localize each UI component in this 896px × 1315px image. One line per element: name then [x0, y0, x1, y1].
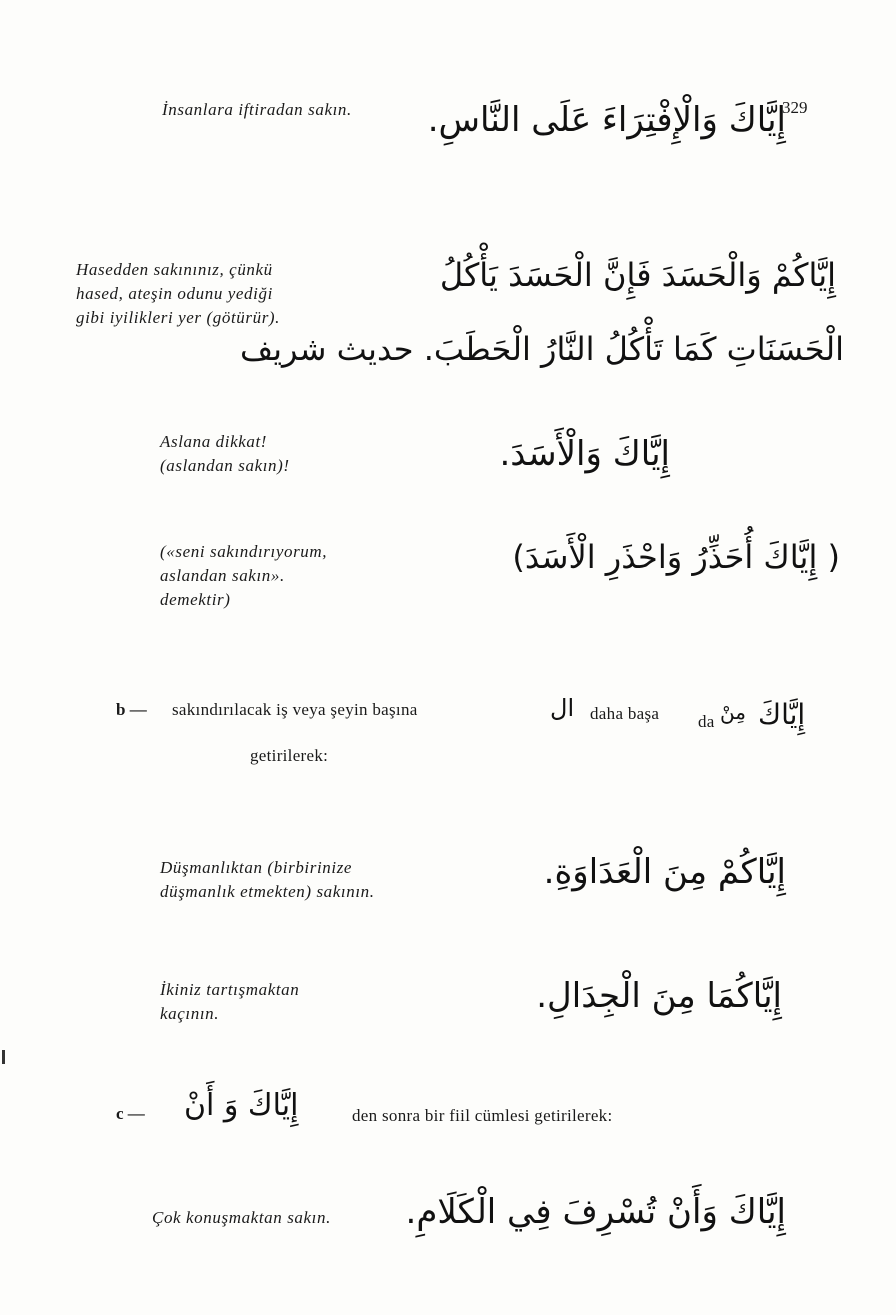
arabic-phrase-2-line-2: الْحَسَنَاتِ كَمَا تَأْكُلُ النَّارُ الْحَطَبَ. حديث شريف [239, 330, 844, 368]
arabic-phrase-4: ( إِيَّاكَ أُحَذِّرُ وَاحْذَرِ الْأَسَدَ) [512, 538, 840, 576]
translation-line: hased, ateşin odunu yediği [76, 284, 273, 303]
arabic-phrase-c1: إِيَّاكَ وَأَنْ تُسْرِفَ فِي الْكَلَامِ. [405, 1192, 786, 1232]
translation-line: («seni sakındırıyorum, [160, 542, 328, 561]
section-b-label: b — [116, 700, 147, 719]
translation-line: Çok konuşmaktan sakın. [152, 1208, 331, 1227]
section-b-iyyaka: إِيَّاكَ [758, 698, 806, 731]
section-b-min: مِنْ [720, 700, 746, 724]
translation-line: gibi iyilikleri yer (götürür). [76, 308, 281, 327]
arabic-phrase-3: إِيَّاكَ وَالْأَسَدَ. [499, 434, 670, 474]
translation-line: kaçının. [160, 1004, 220, 1023]
turkish-translation-1 [162, 98, 352, 122]
arabic-phrase-b2: إِيَّاكُمَا مِنَ الْجِدَالِ. [536, 976, 782, 1016]
translation-line: aslandan sakın». [160, 566, 285, 585]
arabic-phrase-1: إِيَّاكَ وَالْإِفْتِرَاءَ عَلَى النَّاسِ. [427, 100, 786, 140]
section-b-text3: getirilerek: [250, 746, 329, 765]
section-c-arabic: إِيَّاكَ وَ أَنْ [184, 1088, 299, 1123]
turkish-translation-b1 [160, 856, 375, 904]
arabic-phrase-2-line-1: إِيَّاكُمْ وَالْحَسَدَ فَإِنَّ الْحَسَدَ يَأْكُلُ [439, 256, 836, 294]
translation-line: (aslandan sakın)! [160, 456, 290, 475]
translation-line: demektir) [160, 590, 231, 609]
section-c-text: den sonra bir fiil cümlesi getirilerek: [352, 1106, 613, 1125]
section-c-label: c — [116, 1104, 145, 1123]
translation-line: Düşmanlıktan (birbirinize [160, 858, 353, 877]
translation-line: Hasedden sakınınız, çünkü [76, 260, 273, 279]
translation-line: düşmanlık etmekten) sakının. [160, 882, 375, 901]
turkish-translation-4 [160, 540, 327, 612]
turkish-translation-2 [76, 258, 280, 330]
translation-line: İnsanlara iftiradan sakın. [162, 100, 352, 119]
turkish-translation-b2 [160, 978, 299, 1026]
margin-speck [2, 1050, 5, 1064]
turkish-translation-3 [160, 430, 290, 478]
section-b-text2: daha başa [590, 704, 660, 723]
translation-line: Aslana dikkat! [160, 432, 268, 451]
turkish-translation-c1 [152, 1206, 331, 1230]
section-b-text: sakındırılacak iş veya şeyin başına [172, 700, 418, 719]
arabic-phrase-b1: إِيَّاكُمْ مِنَ الْعَدَاوَةِ. [543, 852, 786, 892]
section-b-da: da [698, 712, 715, 731]
translation-line: İkiniz tartışmaktan [160, 980, 300, 999]
page-number: 329 [782, 98, 808, 117]
section-b-al: ال [550, 694, 575, 722]
